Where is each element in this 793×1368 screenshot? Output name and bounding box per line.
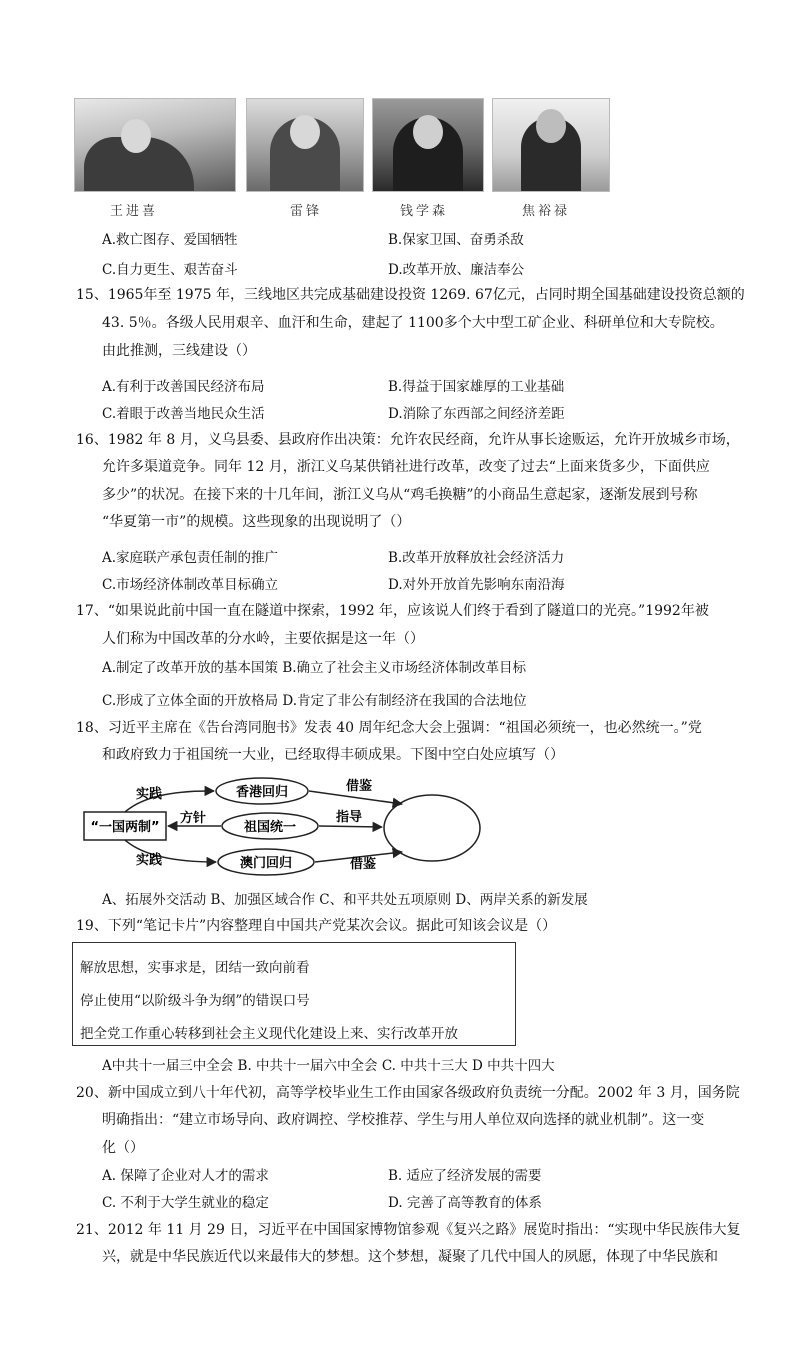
q20-option-a: A. 保障了企业对人才的需求 xyxy=(102,1168,269,1184)
q19-line-1: 19、下列“笔记卡片”内容整理自中国共产党某次会议。据此可知该会议是（） xyxy=(76,918,557,934)
q15-option-a: A.有利于改善国民经济布局 xyxy=(102,379,265,395)
label-borrow-top: 借鉴 xyxy=(346,779,373,794)
q17-line-2: 人们称为中国改革的分水岭，主要依据是这一年（） xyxy=(102,631,424,647)
node-reunification-label: 祖国统一 xyxy=(243,820,297,835)
caption-2: 雷锋 xyxy=(290,204,323,219)
q14-option-c: C.自力更生、艰苦奋斗 xyxy=(102,262,238,278)
q21-line-2: 兴，就是中华民族近代以来最伟大的梦想。这个梦想，凝聚了几代中国人的夙愿，体现了中华民族和 xyxy=(102,1249,718,1265)
q17-options-2: C.形成了立体全面的开放格局 D.肯定了非公有制经济在我国的合法地位 xyxy=(102,693,527,709)
q18-options: A、拓展外交活动 B、加强区域合作 C、和平共处五项原则 D、两岸关系的新发展 xyxy=(102,892,588,908)
q16-option-c: C.市场经济体制改革目标确立 xyxy=(102,577,279,593)
q17-options-1: A.制定了改革开放的基本国策 B.确立了社会主义市场经济体制改革目标 xyxy=(102,660,527,676)
caption-4: 焦裕禄 xyxy=(522,204,571,219)
q20-line-1: 20、新中国成立到八十年代初，高等学校毕业生工作由国家各级政府负责统一分配。2002 年 3 月，国务院 xyxy=(76,1085,740,1101)
q15-line-1: 15、1965年至 1975 年，三线地区共完成基础建设投资 1269. 67亿元，占同时期全国基础建设投资总额的 xyxy=(76,287,745,303)
q16-option-a: A.家庭联产承包责任制的推广 xyxy=(102,550,279,566)
q15-line-2: 43. 5％。各级人民用艰辛、血汗和生命，建起了 1100多个大中型工矿企业、科研单位和大专院校。 xyxy=(102,315,724,331)
q19-options: A中共十一届三中全会 B. 中共十一届六中全会 C. 中共十三大 D 中共十四大 xyxy=(102,1058,555,1074)
node-hongkong-label: 香港回归 xyxy=(235,785,289,800)
q14-option-a: A.救亡图存、爱国牺牲 xyxy=(102,232,238,248)
note-card-line-1: 解放思想，实事求是，团结一致向前看 xyxy=(80,960,310,976)
q20-option-b: B. 适应了经济发展的需要 xyxy=(388,1168,542,1184)
label-practice-bottom: 实践 xyxy=(136,853,163,868)
photo-qian-xuesen xyxy=(372,98,484,192)
q20-option-c: C. 不利于大学生就业的稳定 xyxy=(102,1195,269,1211)
caption-3: 钱学森 xyxy=(400,204,449,219)
q18-line-1: 18、习近平主席在《告台湾同胞书》发表 40 周年纪念大会上强调：“祖国必须统一，也必然统一。”党 xyxy=(76,720,702,736)
label-policy: 方针 xyxy=(180,811,207,826)
q15-option-d: D.消除了东西部之间经济差距 xyxy=(388,406,565,422)
label-guide: 指导 xyxy=(336,810,363,825)
q16-option-b: B.改革开放释放社会经济活力 xyxy=(388,550,565,566)
caption-1: 王进喜 xyxy=(110,204,159,219)
q16-option-d: D.对外开放首先影响东南沿海 xyxy=(388,577,565,593)
q18-line-2: 和政府致力于祖国统一大业，已经取得丰硕成果。下图中空白处应填写（） xyxy=(102,747,564,763)
note-card-line-3: 把全党工作重心转移到社会主义现代化建设上来、实行改革开放 xyxy=(80,1026,458,1042)
q15-option-c: C.着眼于改善当地民众生活 xyxy=(102,406,265,422)
blank-answer-circle xyxy=(384,795,480,861)
q17-line-1: 17、“如果说此前中国一直在隧道中探索，1992 年，应该说人们终于看到了隧道口的光亮。”1992年被 xyxy=(76,603,709,619)
q16-line-2: 允许多渠道竞争。同年 12 月，浙江义乌某供销社进行改革，改变了过去“上面来货多少，下面供应 xyxy=(102,459,710,475)
q16-line-4: “华夏第一市”的规模。这些现象的出现说明了（） xyxy=(102,514,411,530)
reunification-diagram xyxy=(80,770,490,882)
q20-line-3: 化（） xyxy=(102,1140,144,1156)
q15-line-3: 由此推测，三线建设（） xyxy=(102,343,256,359)
q16-line-1: 16、1982 年 8 月，义乌县委、县政府作出决策：允许农民经商，允许从事长途贩运，允许开放城乡市场， xyxy=(76,432,740,448)
q21-line-1: 21、2012 年 11 月 29 日，习近平在中国国家博物馆参观《复兴之路》展览时指出：“实现中华民族伟大复 xyxy=(76,1222,741,1238)
node-macau-label: 澳门回归 xyxy=(239,856,293,871)
q14-option-d: D.改革开放、廉洁奉公 xyxy=(388,262,525,278)
photo-jiao-yulu xyxy=(492,98,610,192)
q20-line-2: 明确指出：“建立市场导向、政府调控、学校推荐、学生与用人单位双向选择的就业机制”。这一变 xyxy=(102,1112,705,1128)
q15-option-b: B.得益于国家雄厚的工业基础 xyxy=(388,379,565,395)
label-borrow-bottom: 借鉴 xyxy=(350,857,377,872)
q16-line-3: 多少”的状况。在接下来的十几年间，浙江义乌从“鸡毛换糖”的小商品生意起家，逐渐发展到号称 xyxy=(102,487,698,503)
photo-wang-jinxi xyxy=(74,98,236,192)
q14-option-b: B.保家卫国、奋勇杀敌 xyxy=(388,232,524,248)
left-box-label: “一国两制” xyxy=(90,820,160,835)
photo-lei-feng xyxy=(246,98,364,192)
note-card-line-2: 停止使用“以阶级斗争为纲”的错误口号 xyxy=(80,993,310,1009)
q20-option-d: D. 完善了高等教育的体系 xyxy=(388,1195,542,1211)
label-practice-top: 实践 xyxy=(136,787,163,802)
